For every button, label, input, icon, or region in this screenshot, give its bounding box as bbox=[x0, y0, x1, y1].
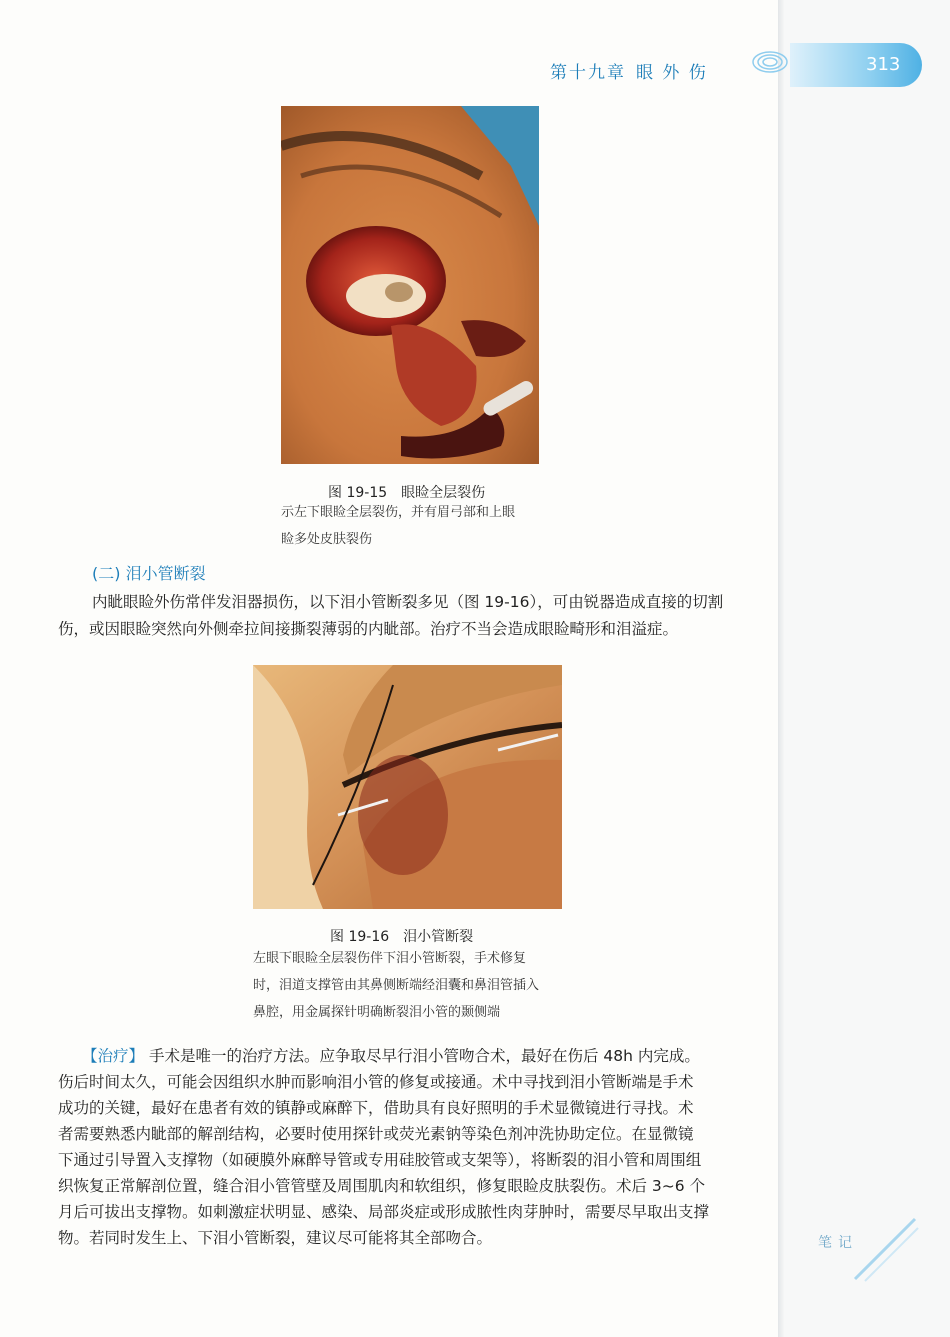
treatment-line5: 下通过引导置入支撑物（如硬膜外麻醉导管或专用硅胶管或支架等），将断裂的泪小管和周围组 bbox=[58, 1151, 702, 1169]
figure-19-16-caption-line1: 左眼下眼睑全层裂伤伴下泪小管断裂，手术修复 bbox=[253, 951, 527, 966]
section-heading: (二) 泪小管断裂 bbox=[92, 564, 206, 583]
figure-19-16-caption-line3: 鼻腔，用金属探针明确断裂泪小管的颞侧端 bbox=[253, 1005, 501, 1020]
chapter-header bbox=[550, 58, 708, 83]
chapter-number: 第十九章 bbox=[550, 63, 626, 83]
canaliculus-laceration-photo bbox=[253, 665, 562, 909]
notes-label: 笔记 bbox=[818, 1235, 858, 1251]
figure-19-15-caption-title: 图 19-15 眼睑全层裂伤 bbox=[328, 485, 486, 501]
treatment-line8: 物。若同时发生上、下泪小管断裂，建议尽可能将其全部吻合。 bbox=[58, 1229, 493, 1247]
figure-19-16-caption-title: 图 19-16 泪小管断裂 bbox=[330, 929, 474, 945]
figure-19-16-caption-line2: 时，泪道支撑管由其鼻侧断端经泪囊和鼻泪管插入 bbox=[253, 978, 540, 993]
treatment-line7: 月后可拔出支撑物。如刺激症状明显、感染、局部炎症或形成脓性肉芽肿时，需要尽早取出支撑 bbox=[58, 1203, 710, 1221]
treatment-line1-text: 手术是唯一的治疗方法。应争取尽早行泪小管吻合术，最好在伤后 48h 内完成。 bbox=[148, 1047, 700, 1065]
section-paragraph-line2: 伤，或因眼睑突然向外侧牵拉间接撕裂薄弱的内眦部。治疗不当会造成眼睑畸形和泪溢症。 bbox=[58, 620, 679, 638]
treatment-line3: 成功的关键，最好在患者有效的镇静或麻醉下，借助具有良好照明的手术显微镜进行寻找。术 bbox=[58, 1099, 694, 1117]
pen-stroke-icon bbox=[850, 1214, 920, 1284]
eyelid-laceration-photo bbox=[281, 106, 539, 464]
notes-margin bbox=[784, 0, 950, 1337]
section-paragraph-line1: 内眦眼睑外伤常伴发泪器损伤，以下泪小管断裂多见（图 19-16），可由锐器造成直接的切割 bbox=[92, 593, 724, 611]
treatment-line2: 伤后时间太久，可能会因组织水肿而影响泪小管的修复或接通。术中寻找到泪小管断端是手术 bbox=[58, 1073, 694, 1091]
treatment-label: 【治疗】 bbox=[82, 1047, 145, 1065]
swirl-decoration-icon bbox=[748, 40, 788, 84]
chapter-name: 眼 外 伤 bbox=[636, 63, 708, 83]
treatment-line6: 织恢复正常解剖位置，缝合泪小管管壁及周围肌肉和软组织，修复眼睑皮肤裂伤。术后 3~6 个 bbox=[58, 1177, 706, 1195]
page-number: 313 bbox=[866, 54, 901, 75]
treatment-line1 bbox=[82, 1043, 760, 1069]
figure-19-15-caption-line1: 示左下眼睑全层裂伤，并有眉弓部和上眼 bbox=[281, 505, 516, 520]
figure-19-15-caption-line2: 睑多处皮肤裂伤 bbox=[281, 532, 373, 547]
page-number-tab bbox=[790, 43, 922, 87]
treatment-line4: 者需要熟悉内眦部的解剖结构，必要时使用探针或荧光素钠等染色剂冲洗协助定位。在显微镜 bbox=[58, 1125, 694, 1143]
